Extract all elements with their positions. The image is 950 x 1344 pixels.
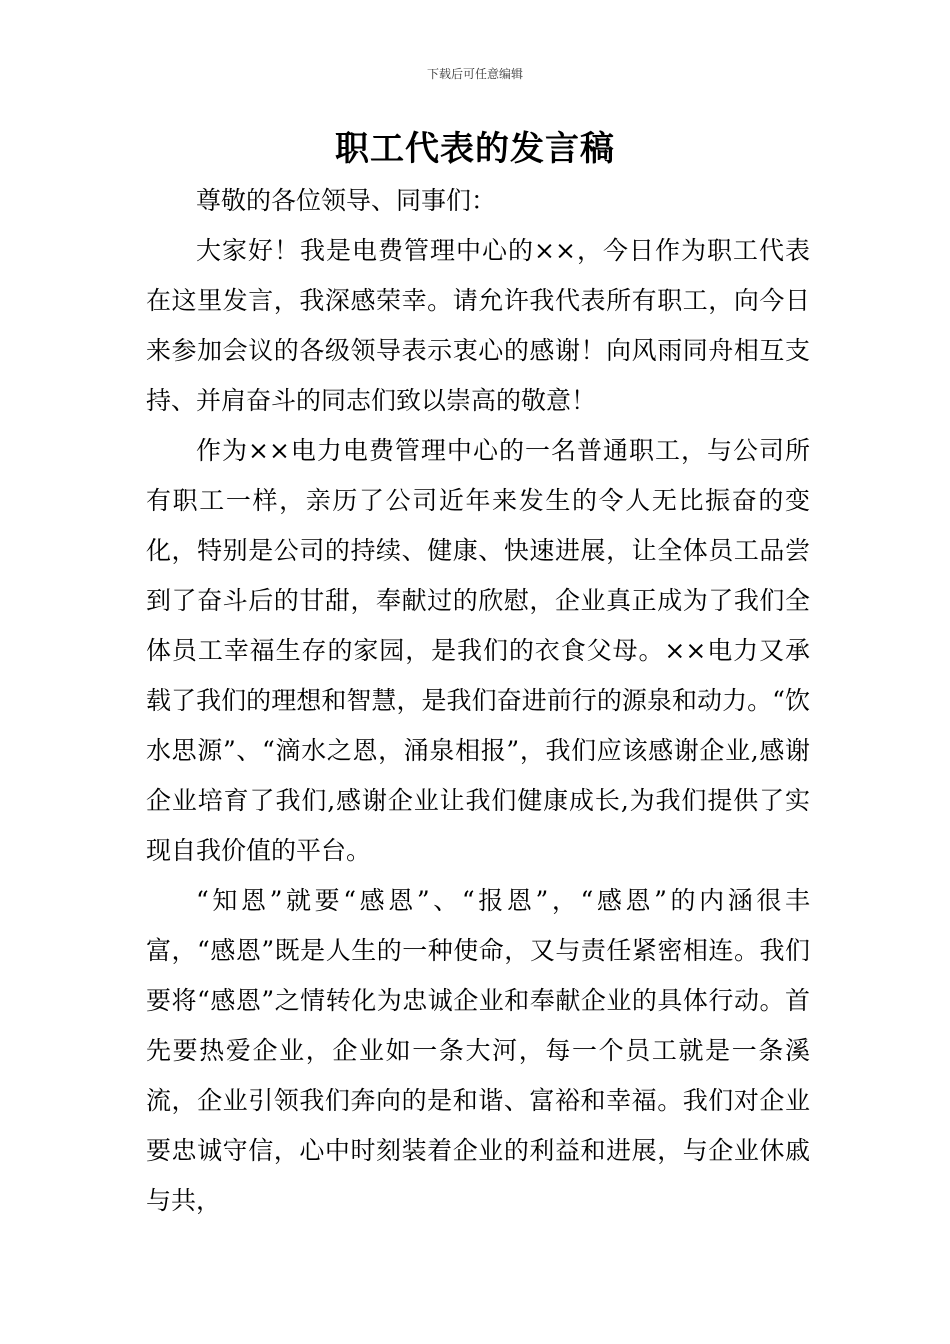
paragraph-2: 作为××电力电费管理中心的一名普通职工，与公司所有职工一样，亲历了公司近年来发生的令人无比振奋的变化，特别是公司的持续、健康、快速进展，让全体员工品尝到了奋斗后的甘甜，奉献过的欣慰，企业真正成为了我们全体员工幸福生存的家园，是我们的衣食父母。××电力又承载了我们的理想和智慧，是我们奋进前行的源泉和动力。“饮水思源”、“滴水之恩，涌泉相报”，我们应该感谢企业,感谢企业培育了我们,感谢企业让我们健康成长,为我们提供了实现自我价值的平台。 bbox=[146, 436, 810, 865]
header-note: 下载后可任意编辑 bbox=[426, 67, 523, 81]
document-title: 职工代表的发言稿 bbox=[335, 129, 615, 169]
document-body bbox=[146, 176, 810, 1226]
salutation: 尊敬的各位领导、同事们： bbox=[196, 186, 497, 215]
paragraph-1: 大家好！我是电费管理中心的××，今日作为职工代表在这里发言，我深感荣幸。请允许我代表所有职工，向今日来参加会议的各级领导表示衷心的感谢！向风雨同舟相互支持、并肩奋斗的同志们致以崇高的敬意！ bbox=[146, 236, 810, 415]
paragraph-3: “知恩”就要“感恩”、“报恩”，“感恩”的内涵很丰富，“感恩”既是人生的一种使命，又与责任紧密相连。我们要将“感恩”之情转化为忠诚企业和奉献企业的具体行动。首先要热爱企业，企业如一条大河，每一个员工就是一条溪流，企业引领我们奔向的是和谐、富裕和幸福。我们对企业要忠诚守信，心中时刻装着企业的利益和进展，与企业休戚与共， bbox=[146, 886, 810, 1215]
